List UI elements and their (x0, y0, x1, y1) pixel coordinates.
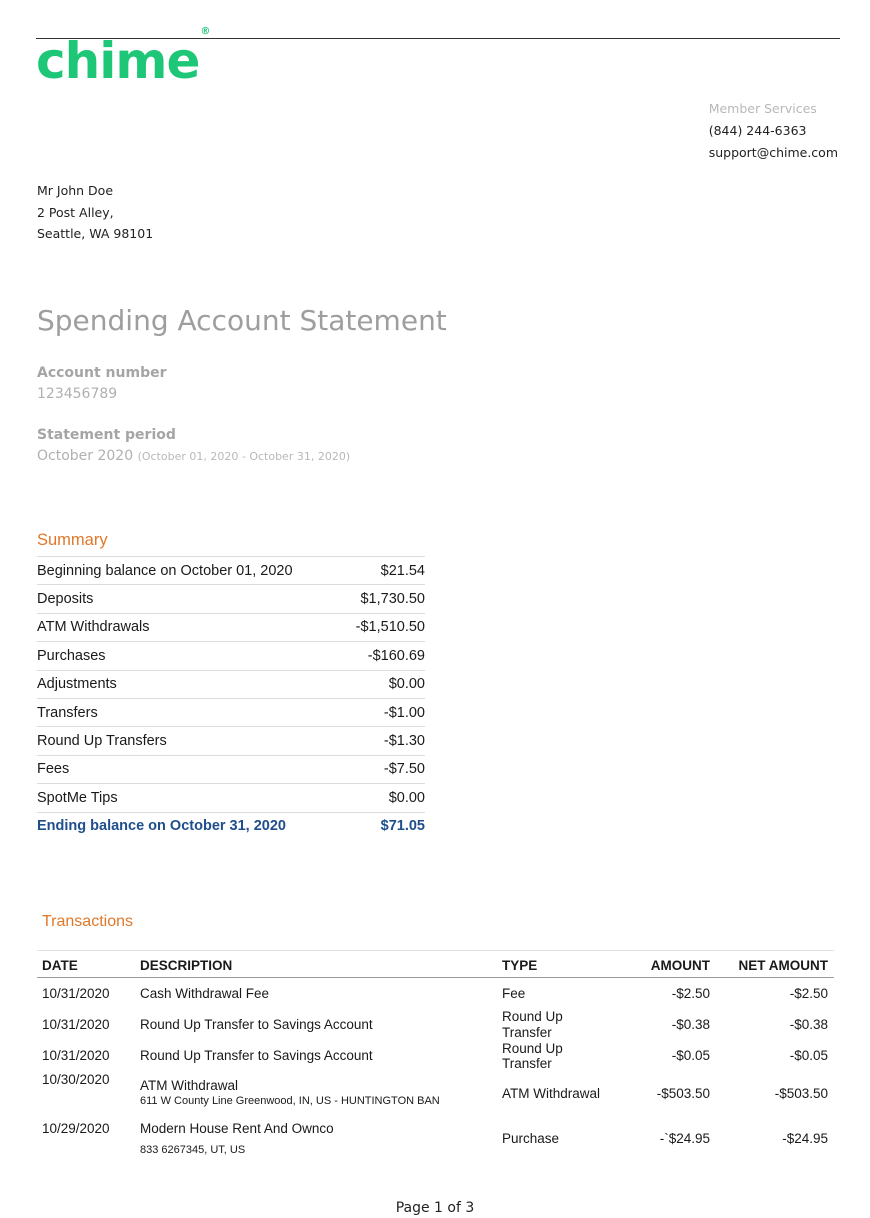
statement-period-month: October 2020 (37, 448, 134, 464)
summary-row (37, 727, 425, 755)
summary-table (37, 556, 425, 840)
summary-label: Beginning balance on October 01, 2020 (37, 557, 342, 585)
transaction-date: 10/31/2020 (42, 986, 110, 1001)
column-header-net-amount: NET AMOUNT (738, 958, 828, 973)
transaction-type-line2: Transfer (502, 1056, 552, 1071)
transaction-type: Purchase (502, 1131, 560, 1146)
column-header-type: TYPE (502, 958, 538, 973)
transaction-detail: 833 6267345, UT, US (140, 1144, 246, 1156)
statement-period-label: Statement period (37, 427, 176, 443)
transaction-type: Round Up (502, 1009, 563, 1024)
transaction-description: ATM Withdrawal (140, 1078, 239, 1093)
account-number-label: Account number (37, 365, 167, 381)
transaction-type-line2: Transfer (502, 1025, 552, 1040)
statement-period-range: (October 01, 2020 - October 31, 2020) (137, 450, 351, 463)
column-header-date: DATE (42, 958, 78, 973)
transaction-amount: -$503.50 (656, 1086, 710, 1101)
transaction-date: 10/31/2020 (42, 1048, 110, 1063)
transaction-description: Modern House Rent And Ownco (140, 1121, 334, 1136)
summary-ending-row (37, 812, 425, 840)
summary-label: Transfers (37, 698, 342, 726)
address-name: Mr John Doe (37, 183, 114, 198)
member-services-phone: (844) 244-6363 (708, 123, 807, 138)
account-number-value: 123456789 (37, 386, 118, 402)
transaction-amount: -$0.38 (671, 1017, 710, 1032)
logo-text: chime (36, 32, 200, 90)
summary-amount: $0.00 (342, 670, 425, 698)
transaction-net-amount: -$0.38 (789, 1017, 828, 1032)
summary-amount: $71.05 (342, 812, 425, 840)
address-line2: Seattle, WA 98101 (37, 226, 154, 241)
transaction-type: Round Up (502, 1041, 563, 1056)
transaction-net-amount: -$24.95 (782, 1131, 828, 1146)
address-line1: 2 Post Alley, (37, 204, 114, 220)
summary-row (37, 755, 425, 783)
summary-row (37, 670, 425, 698)
transaction-net-amount: -$2.50 (789, 986, 828, 1001)
transaction-description: Round Up Transfer to Savings Account (140, 1048, 373, 1063)
column-header-amount: AMOUNT (650, 958, 710, 973)
transaction-amount: -$2.50 (671, 986, 710, 1001)
transaction-amount: -`$24.95 (659, 1131, 710, 1146)
summary-label: Adjustments (37, 670, 342, 698)
transaction-amount: -$0.05 (671, 1048, 710, 1063)
transaction-detail: 611 W County Line Greenwood, IN, US - HUNTINGTON BAN (140, 1095, 440, 1107)
summary-label: ATM Withdrawals (37, 613, 342, 641)
summary-row (37, 642, 425, 670)
transaction-date: 10/30/2020 (42, 1072, 110, 1087)
member-services (709, 98, 838, 164)
transaction-type: Fee (502, 986, 526, 1001)
trademark-mark: ® (200, 26, 210, 38)
transaction-type: ATM Withdrawal (502, 1086, 601, 1101)
summary-row (37, 784, 425, 812)
transaction-net-amount: -$503.50 (774, 1086, 828, 1101)
summary-amount: -$7.50 (342, 755, 425, 783)
summary-label: Round Up Transfers (37, 727, 342, 755)
summary-amount: $0.00 (342, 784, 425, 812)
summary-amount: -$1,510.50 (342, 613, 425, 641)
summary-label: Purchases (37, 642, 342, 670)
mailing-address (37, 180, 153, 245)
summary-amount: $21.54 (342, 557, 425, 585)
summary-amount: $1,730.50 (342, 585, 425, 613)
summary-amount: -$1.00 (342, 698, 425, 726)
transactions-top-rule (37, 950, 834, 951)
transactions-heading: Transactions (42, 913, 133, 930)
page-number: Page 1 of 3 (395, 1200, 475, 1216)
transaction-date: 10/29/2020 (42, 1121, 110, 1136)
summary-label: Fees (37, 755, 342, 783)
member-services-email: support@chime.com (708, 145, 838, 160)
transaction-description: Cash Withdrawal Fee (140, 986, 270, 1001)
transactions-header-rule (37, 977, 834, 978)
summary-heading: Summary (37, 531, 108, 549)
summary-label: Deposits (37, 585, 342, 613)
transaction-description: Round Up Transfer to Savings Account (140, 1017, 373, 1032)
transaction-date: 10/31/2020 (42, 1017, 110, 1032)
statement-period-value (37, 448, 350, 464)
summary-row (37, 698, 425, 726)
transaction-net-amount: -$0.05 (789, 1048, 828, 1063)
summary-amount: -$160.69 (342, 642, 425, 670)
statement-title: Spending Account Statement (37, 304, 447, 337)
summary-label: SpotMe Tips (37, 784, 342, 812)
column-header-description: DESCRIPTION (140, 958, 233, 973)
summary-row (37, 613, 425, 641)
summary-amount: -$1.30 (342, 727, 425, 755)
summary-label: Ending balance on October 31, 2020 (37, 812, 342, 840)
summary-row (37, 557, 425, 585)
chime-logo (36, 26, 210, 90)
summary-row (37, 585, 425, 613)
member-services-title: Member Services (708, 101, 817, 116)
